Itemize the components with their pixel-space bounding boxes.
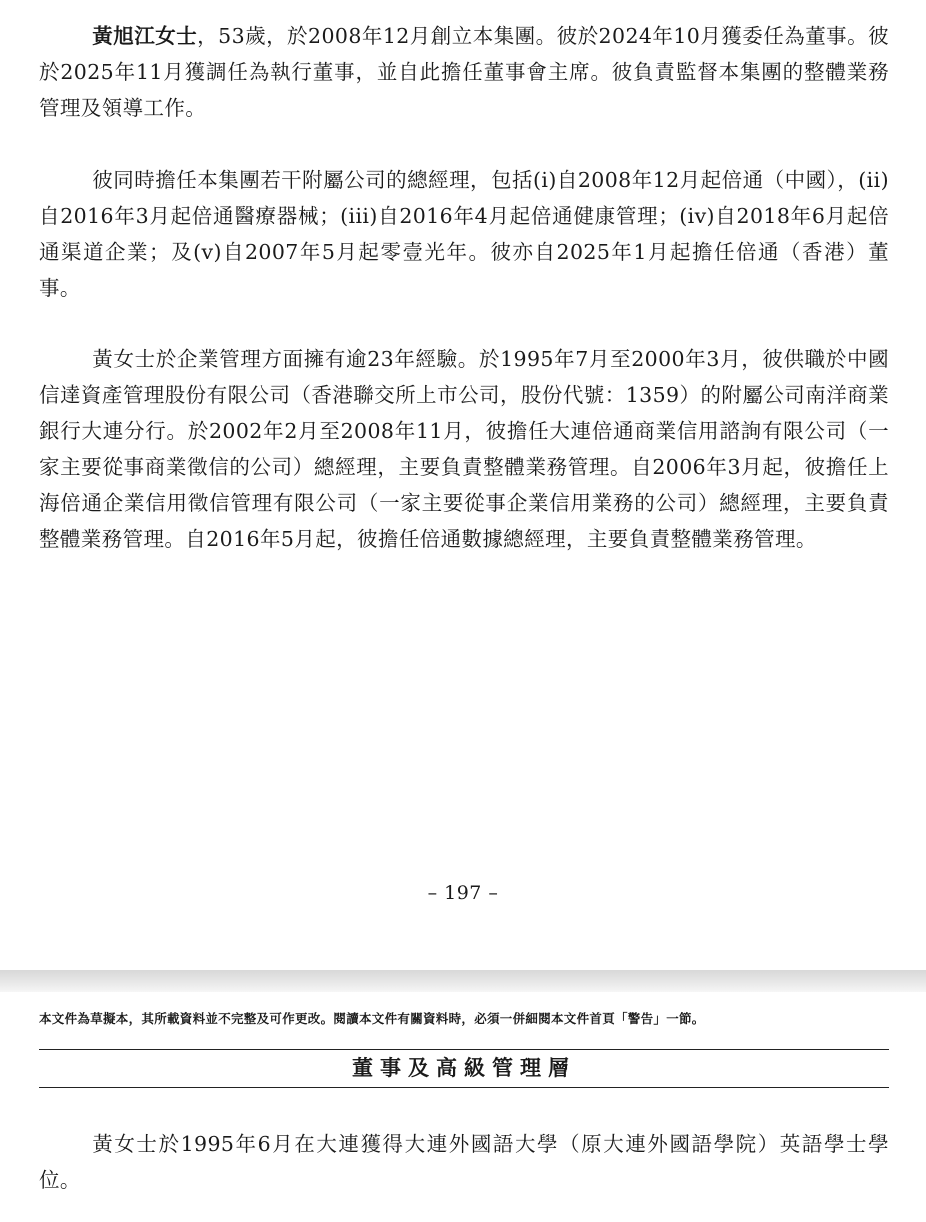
bio-paragraph-education: 黃女士於1995年6月在大連獲得大連外國語大學（原大連外國語學院）英語學士學位。 (39, 1132, 889, 1192)
bio-intro-text: ，53歲，於2008年12月創立本集團。彼於2024年10月獲委任為董事。彼於2025年11月獲調任為執行董事，並自此擔任董事會主席。彼負責監督本集團的整體業務管理及領導工作。 (39, 24, 890, 120)
director-name: 黃旭江女士 (92, 24, 198, 48)
header-rule-bottom (39, 1087, 889, 1088)
bio-paragraph-experience: 黃女士於企業管理方面擁有逾23年經驗。於1995年7月至2000年3月，彼供職於中國信達資產管理股份有限公司（香港聯交所上市公司，股份代號：1359）的附屬公司南洋商業銀行大連分行。於2002年2月至2008年11月，彼擔任大連倍通商業信用諮詢有限公司（一家主要從事商業徵信的公司）總經理，主要負責整體業務管理。自2006年3月起，彼擔任上海倍通企業信用徵信管理有限公司（一家主要從事企業信用業務的公司）總經理，主要負責整體業務管理。自2016年5月起，彼擔任倍通數據總經理，主要負責整體業務管理。 (39, 347, 889, 551)
header-rule-top (39, 1049, 889, 1050)
bio-paragraph-subsidiaries: 彼同時擔任本集團若干附屬公司的總經理，包括(i)自2008年12月起倍通（中國），(ii)自2016年3月起倍通醫療器械；(iii)自2016年4月起倍通健康管理；(iv)自2018年6月起倍通渠道企業；及(v)自2007年5月起零壹光年。彼亦自2025年1月起擔任倍通（香港）董事。 (39, 168, 889, 300)
bio-paragraph-intro (39, 18, 889, 126)
page-separator (0, 970, 926, 992)
page-number: – 197 – (427, 882, 499, 904)
draft-notice: 本文件為草擬本，其所載資料並不完整及可作更改。閱讀本文件有關資料時，必須一併細閱本文件首頁「警告」一節。 (39, 1011, 705, 1026)
section-header: 董事及高級管理層 (352, 1056, 576, 1080)
